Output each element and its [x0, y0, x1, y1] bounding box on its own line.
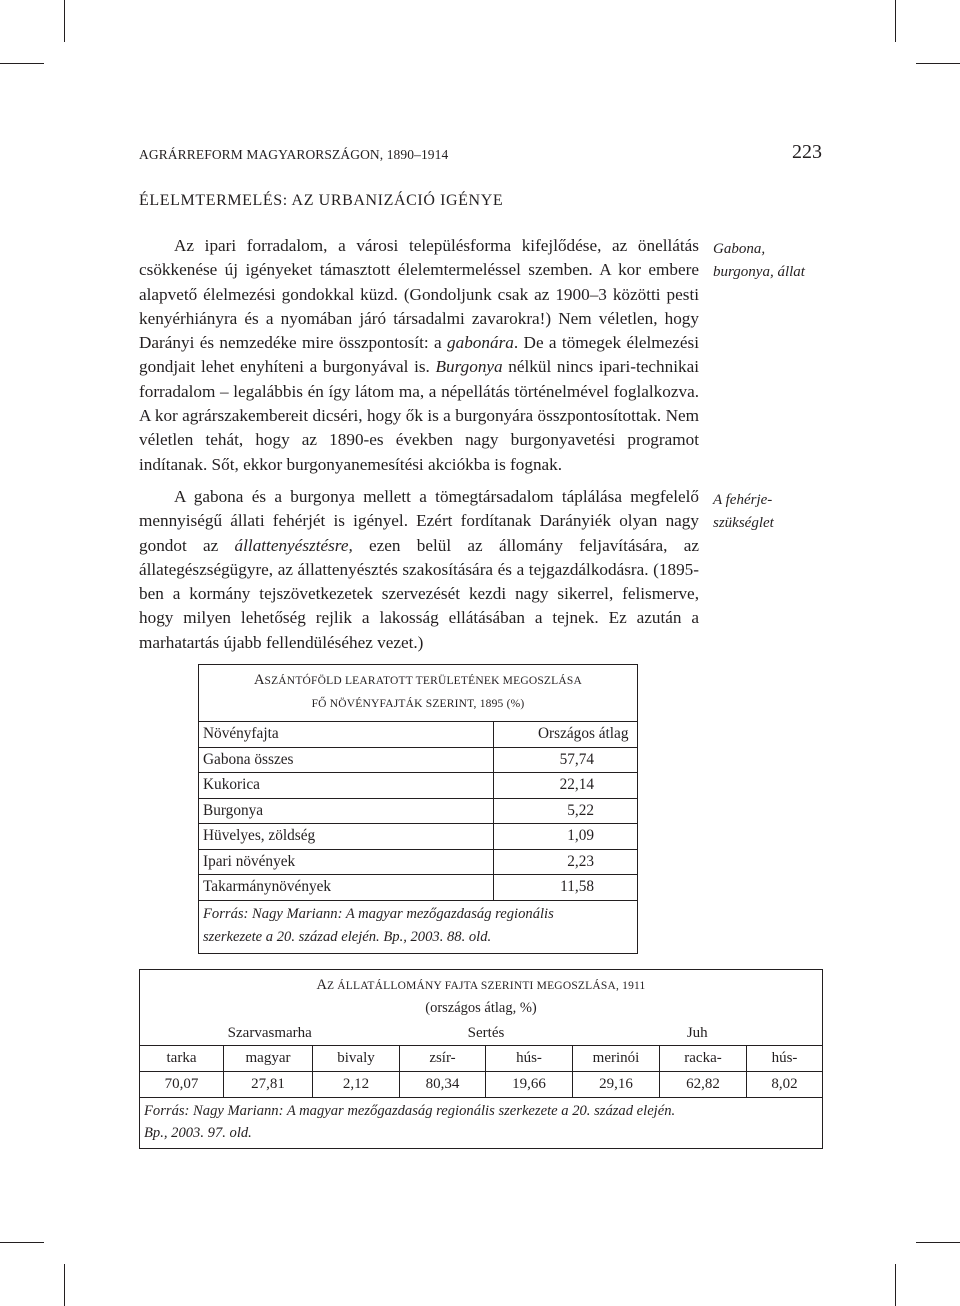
table-cell: 27,81: [224, 1072, 313, 1098]
subheader-cell: racka-: [660, 1046, 747, 1072]
subheader-cell: hús-: [747, 1046, 823, 1072]
emphasis-text: Burgonya: [435, 357, 503, 377]
table-cell: Kukorica: [199, 773, 494, 799]
table-title-text: FŐ NÖVÉNYFAJTÁK SZERINT: [311, 698, 474, 710]
paragraph-text: Az ipari forradalom, a városi településforma kifejlődése, az önellátás csökkenése új igényeket támasztott élelemtermeléssel szemben. A kor embere alapvető élelmezési gondokkal küzd. (Gondoljunk csak az 1900–3 közötti pesti kenyérhiányra és a nyomában járó társadalmi zavarokra!) Nem véletlen, hogy Darányi és nemzedéke mire összpontosít: a: [139, 236, 699, 353]
table-cell: 19,66: [486, 1072, 573, 1098]
table-row: [199, 747, 638, 773]
section-title: ÉLELMTERMELÉS: AZ URBANIZÁCIÓ IGÉNYE: [139, 192, 504, 209]
table-cell: Hüvelyes, zöldség: [199, 824, 494, 850]
paragraph-2: [139, 485, 699, 655]
cell-value: 11,58: [560, 878, 594, 896]
source-text: Bp., 2003. 97. old.: [144, 1125, 252, 1141]
crop-mark: [0, 1242, 44, 1243]
table-cell: [494, 798, 638, 824]
source-text: szerkezete a 20. század elején. Bp., 2003. 88. old.: [203, 928, 492, 945]
crop-mark: [64, 1264, 65, 1306]
table-row: [199, 875, 638, 901]
crop-mark: [0, 63, 44, 64]
table-source: [140, 1098, 823, 1149]
margin-note-food: [713, 238, 823, 283]
paragraph-1: [139, 234, 699, 477]
table-cell: 70,07: [140, 1072, 224, 1098]
table-source: [199, 900, 638, 953]
margin-note-protein: [713, 489, 823, 534]
table-cell: 62,82: [660, 1072, 747, 1098]
cell-value: 57,74: [559, 750, 594, 768]
table-cell: [494, 849, 638, 875]
cell-value: 22,14: [559, 776, 594, 794]
table-cell: Burgonya: [199, 798, 494, 824]
subheader-cell: hús-: [486, 1046, 573, 1072]
table-cell: [494, 875, 638, 901]
table-cell: 8,02: [747, 1072, 823, 1098]
table-cell: [494, 747, 638, 773]
table-cell: Takarmánynövények: [199, 875, 494, 901]
column-header: Növényfajta: [199, 722, 494, 748]
table-row: [199, 824, 638, 850]
crop-mark: [916, 1242, 960, 1243]
table-cell: 2,12: [313, 1072, 400, 1098]
page-number: 223: [792, 141, 822, 163]
table-row: [140, 1072, 823, 1098]
crop-mark: [64, 0, 65, 42]
table-title: [140, 970, 823, 1022]
table-cell: 80,34: [400, 1072, 486, 1098]
table-title: [199, 665, 638, 722]
running-head: AGRÁRREFORM MAGYARORSZÁGON, 1890–1914: [139, 147, 449, 162]
paragraph-text: ezen belül az állomány feljavítására, az állategészségügyre, az állattenyésztés szakosítására és a tejgazdálkodásra. (1895-ben a kormány tejszövetkezetek szervezését kezdi nagy sikerrel, felismerve, hogy milyen lehetőség rejlik a lakosság ellátásában a tejnek. Ez azután a marhatartás újabb fellendüléséhez vezet.): [139, 535, 699, 652]
table-cell: Gabona összes: [199, 747, 494, 773]
table-title-text: , 1895 (%): [473, 698, 525, 710]
subheader-cell: zsír-: [400, 1046, 486, 1072]
margin-note-line: szükséglet: [713, 514, 774, 531]
table-cell: Ipari növények: [199, 849, 494, 875]
subheader-cell: magyar: [224, 1046, 313, 1072]
paragraph-text: nélkül nincs ipari-technikai forradalom – legalábbis én így látom ma, a népellátás történelmével foglalkozva. A kor agrárszakembereit dicséri, hogy ők is a burgonyára összpontosítottak. Nem véletlen tehát, hogy az 1890-es években nagy burgonyavetési programot indítanak. Sőt, ekkor burgonyanemesítési akciókba is fognak.: [139, 357, 699, 474]
source-text: Forrás: Nagy Mariann: A magyar mezőgazdaság regionális: [203, 905, 554, 922]
table-title-text: A: [254, 672, 265, 688]
margin-note-line: Gabona,: [713, 241, 766, 257]
subheader-cell: merinói: [573, 1046, 660, 1072]
table-title-text: A: [316, 977, 327, 993]
margin-note-line: burgonya, állat: [713, 263, 805, 280]
crop-mark: [895, 1264, 896, 1306]
margin-note-line: A fehérje-: [713, 492, 773, 508]
table-row: [199, 798, 638, 824]
table-title-text: SZÁNTÓFÖLD LEARATOTT TERÜLETÉNEK MEGOSZLÁSA: [264, 675, 582, 687]
table-cell: [494, 773, 638, 799]
table-title-text: (országos átlag, %): [425, 1000, 537, 1016]
cell-value: 5,22: [567, 801, 594, 819]
paragraph-text: A gabona és a burgonya mellett a tömegtársadalom táplálása megfelelő mennyiségű állati fehérjét is igényel. Ezért fordítanak Darányiék olyan nagy gondot az: [139, 487, 699, 555]
subheader-cell: tarka: [140, 1046, 224, 1072]
subheader-cell: bivaly: [313, 1046, 400, 1072]
table-cell: [494, 824, 638, 850]
column-header: Országos átlag: [494, 722, 638, 748]
livestock-table: [139, 969, 823, 1149]
table-cell: 29,16: [573, 1072, 660, 1098]
group-header: Sertés: [400, 1021, 573, 1046]
group-header: Juh: [573, 1021, 823, 1046]
table-title-text: , 1911: [615, 980, 646, 992]
emphasis-text: gabonára: [447, 333, 514, 353]
table-row: [199, 849, 638, 875]
source-text: Forrás: Nagy Mariann: A magyar mezőgazdaság regionális szerkezete a 20. század elején.: [144, 1103, 676, 1119]
table-title-text: Z ÁLLATÁLLOMÁNY FAJTA SZERINTI MEGOSZLÁSA: [326, 980, 616, 992]
cell-value: 2,23: [567, 852, 594, 870]
crop-mark: [916, 63, 960, 64]
crop-area-table: [198, 664, 638, 954]
crop-mark: [895, 0, 896, 42]
paragraph-text: . De a tömegek élelmezési gondjait lehet enyhíteni a burgonyával is.: [139, 333, 699, 377]
group-header: Szarvasmarha: [140, 1021, 400, 1046]
cell-value: 1,09: [567, 827, 594, 845]
table-row: [199, 773, 638, 799]
emphasis-text: állattenyésztésre,: [234, 535, 353, 555]
